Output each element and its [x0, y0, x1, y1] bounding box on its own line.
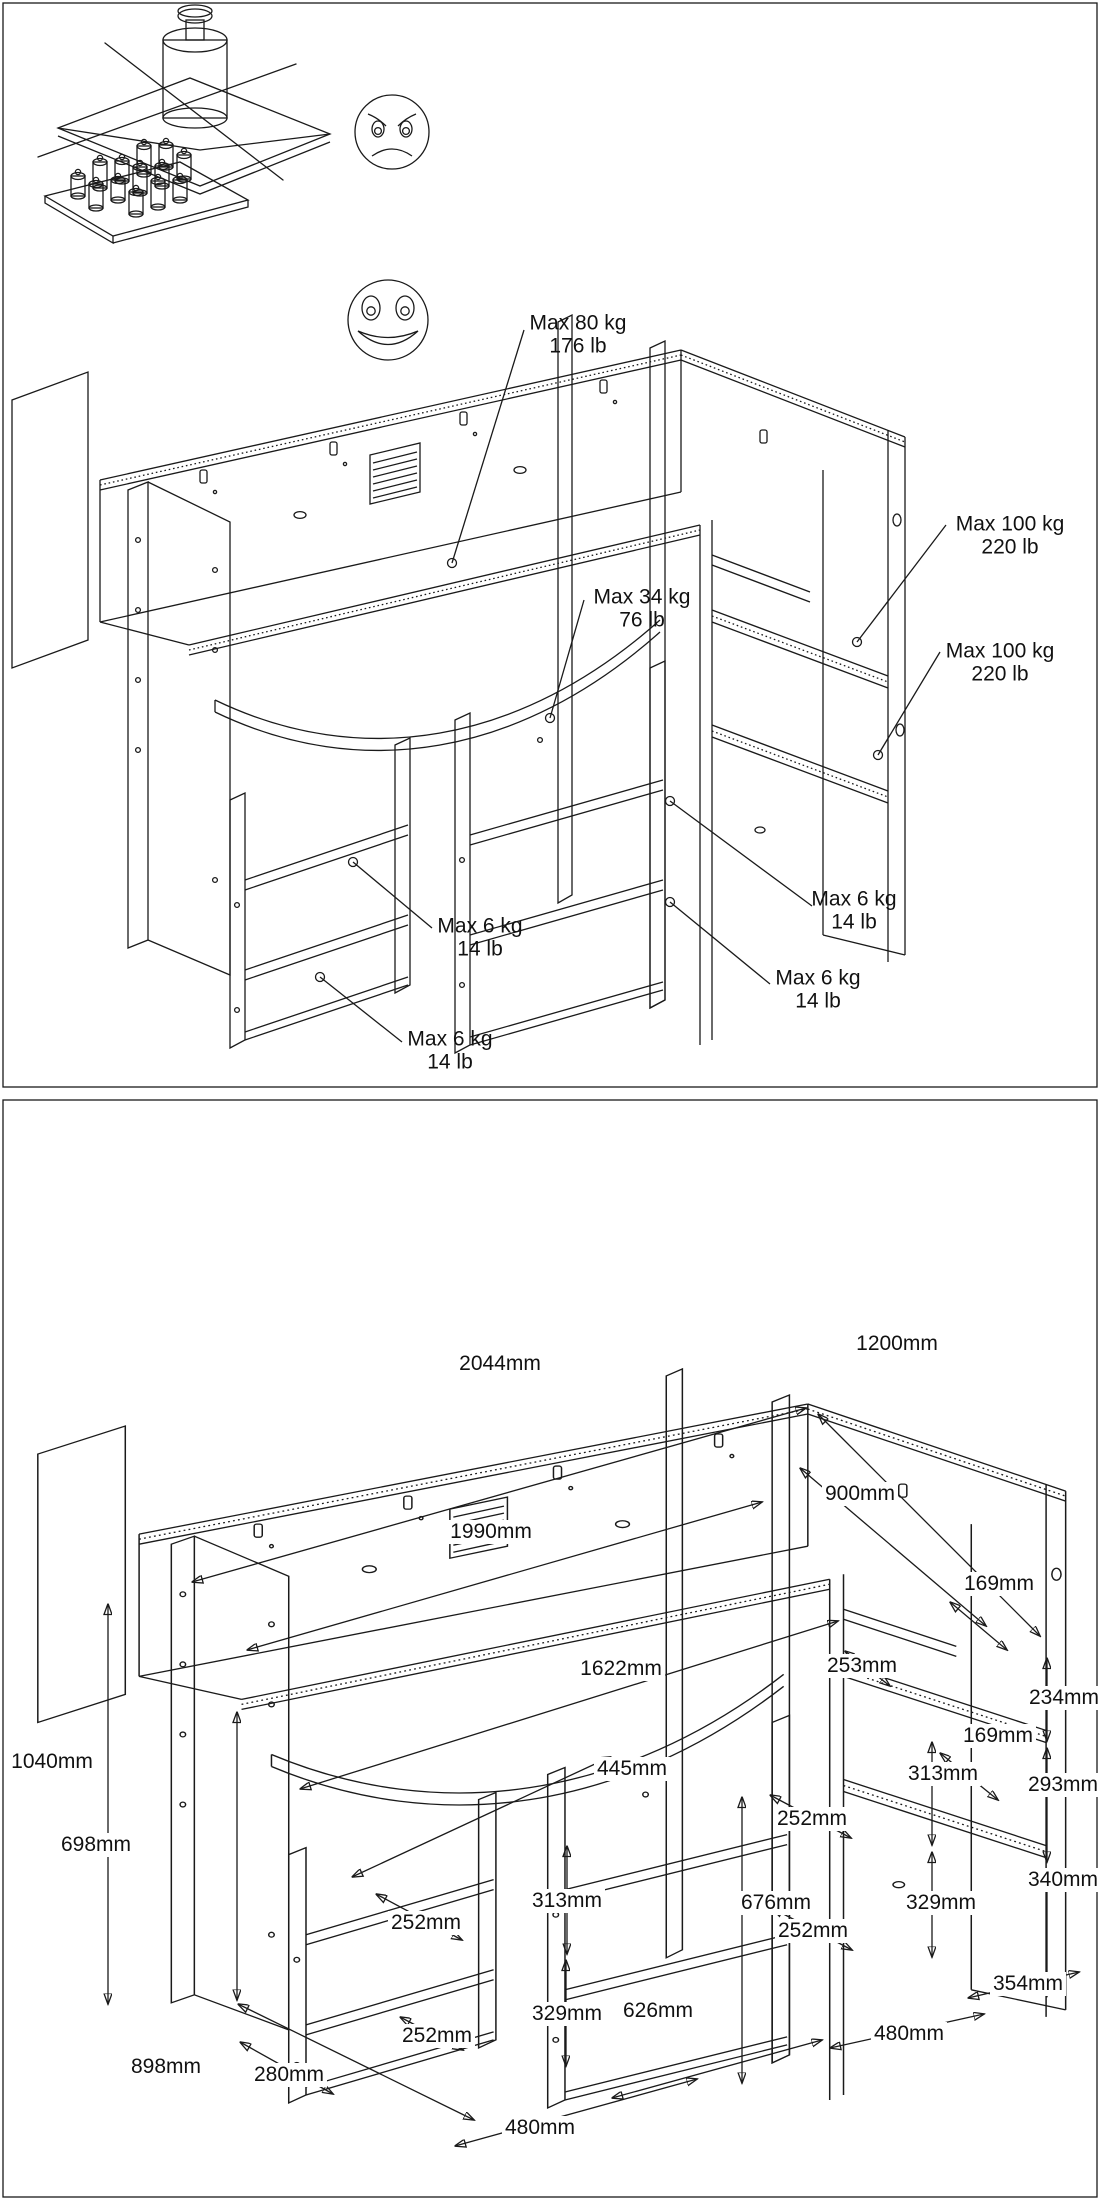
dimension-line [772, 1908, 852, 1950]
small-weight [129, 185, 143, 217]
annotation-lines [108, 330, 1079, 2146]
dimension-label: 1200mm [856, 1332, 938, 1355]
weight-kg: Max 6 kg [407, 1027, 493, 1051]
loft-bed-drawing [12, 315, 905, 1053]
dimension-label: 234mm [1026, 1686, 1100, 1710]
weight-lb: 14 lb [427, 1050, 473, 1073]
dimension-line [300, 1621, 838, 1789]
leader-line [670, 801, 812, 906]
dimension-label: 900mm [822, 1482, 898, 1506]
dimension-label: 480mm [502, 2116, 578, 2140]
leader-line [550, 600, 584, 718]
dimension-label: 2044mm [459, 1352, 541, 1375]
angry-face-icon [355, 95, 429, 169]
weight-lb: 14 lb [831, 910, 877, 933]
dimension-label: 293mm [1025, 1773, 1100, 1797]
dimension-line [940, 1753, 998, 1800]
dimension-label: 252mm [775, 1919, 851, 1943]
dimension-label: 313mm [905, 1762, 981, 1786]
dimension-label: 676mm [738, 1891, 814, 1915]
dimension-line [950, 1602, 1007, 1650]
dimension-label: 313mm [529, 1889, 605, 1913]
overload-warning-icon [38, 5, 330, 194]
middle-shelf-unit [455, 661, 665, 1053]
leader-line [452, 330, 524, 563]
weight-kg: Max 6 kg [811, 887, 897, 911]
vent-grille [370, 443, 420, 504]
dimension-label: 169mm [961, 1572, 1037, 1596]
leader-line [353, 862, 432, 928]
dimension-label: 1990mm [447, 1520, 535, 1544]
small-weight [137, 139, 151, 177]
weight-lb: 176 lb [549, 334, 607, 357]
weight-lb: 220 lb [971, 662, 1029, 685]
dimension-line [845, 1651, 890, 1686]
weight-kg: Max 6 kg [437, 914, 523, 938]
dimension-line [818, 1414, 1040, 1636]
weight-kg: Max 100 kg [945, 639, 1055, 663]
weight-lb: 14 lb [457, 937, 503, 960]
left-leg-panel [128, 482, 230, 975]
dimension-label: 898mm [128, 2055, 204, 2079]
small-weight [151, 174, 165, 210]
small-weights [71, 138, 191, 217]
dimension-line [238, 2004, 474, 2120]
weight-kg: Max 6 kg [775, 966, 861, 990]
dimension-label: 626mm [620, 1999, 696, 2023]
weight-kg: Max 34 kg [593, 585, 691, 609]
dimension-label: 445mm [594, 1757, 670, 1781]
dimension-line [830, 2014, 984, 2048]
dimension-label: 1622mm [577, 1657, 665, 1681]
dimension-label: 354mm [990, 1972, 1066, 1996]
cross-line-1 [105, 43, 283, 180]
dimension-label: 329mm [529, 2002, 605, 2026]
leader-line [878, 652, 940, 755]
small-weight [71, 169, 85, 199]
happy-face-icon [348, 280, 428, 360]
weight-lb: 76 lb [619, 608, 665, 631]
dimension-line [968, 1972, 1079, 1998]
leader-line [670, 902, 770, 984]
dimension-label: 280mm [251, 2063, 327, 2087]
small-weight [93, 155, 107, 191]
tower-divider-2 [650, 341, 665, 1008]
weight-lb: 220 lb [981, 535, 1039, 558]
leader-line [320, 977, 402, 1042]
weight-kg: Max 100 kg [955, 512, 1065, 536]
dimension-label: 252mm [388, 1911, 464, 1935]
dimension-label: 252mm [774, 1807, 850, 1831]
dimension-label: 480mm [871, 2022, 947, 2046]
weight-lb: 14 lb [795, 989, 841, 1012]
weight-kg: Max 80 kg [529, 311, 627, 335]
dimension-line [352, 1757, 610, 1877]
dimension-label: 329mm [903, 1891, 979, 1915]
foot-safety-panel [12, 372, 88, 668]
dimension-line [770, 1795, 851, 1838]
dimension-label: 340mm [1025, 1868, 1100, 1892]
left-shelf-unit [230, 738, 410, 1048]
tower-divider-1 [558, 315, 572, 903]
dimension-label: 252mm [399, 2024, 475, 2048]
dimension-label: 698mm [58, 1833, 134, 1857]
dimension-label: 253mm [824, 1654, 900, 1678]
dimension-line [800, 1468, 986, 1626]
dimension-line [400, 2017, 463, 2050]
dimension-label: 1040mm [8, 1750, 96, 1774]
dimension-line [247, 1502, 762, 1650]
dimension-label: 169mm [960, 1724, 1036, 1748]
dimension-line [240, 2042, 333, 2094]
dimension-line [192, 1408, 806, 1582]
curved-desk [215, 620, 660, 750]
dimension-line [612, 2040, 822, 2098]
leader-line [857, 525, 946, 642]
